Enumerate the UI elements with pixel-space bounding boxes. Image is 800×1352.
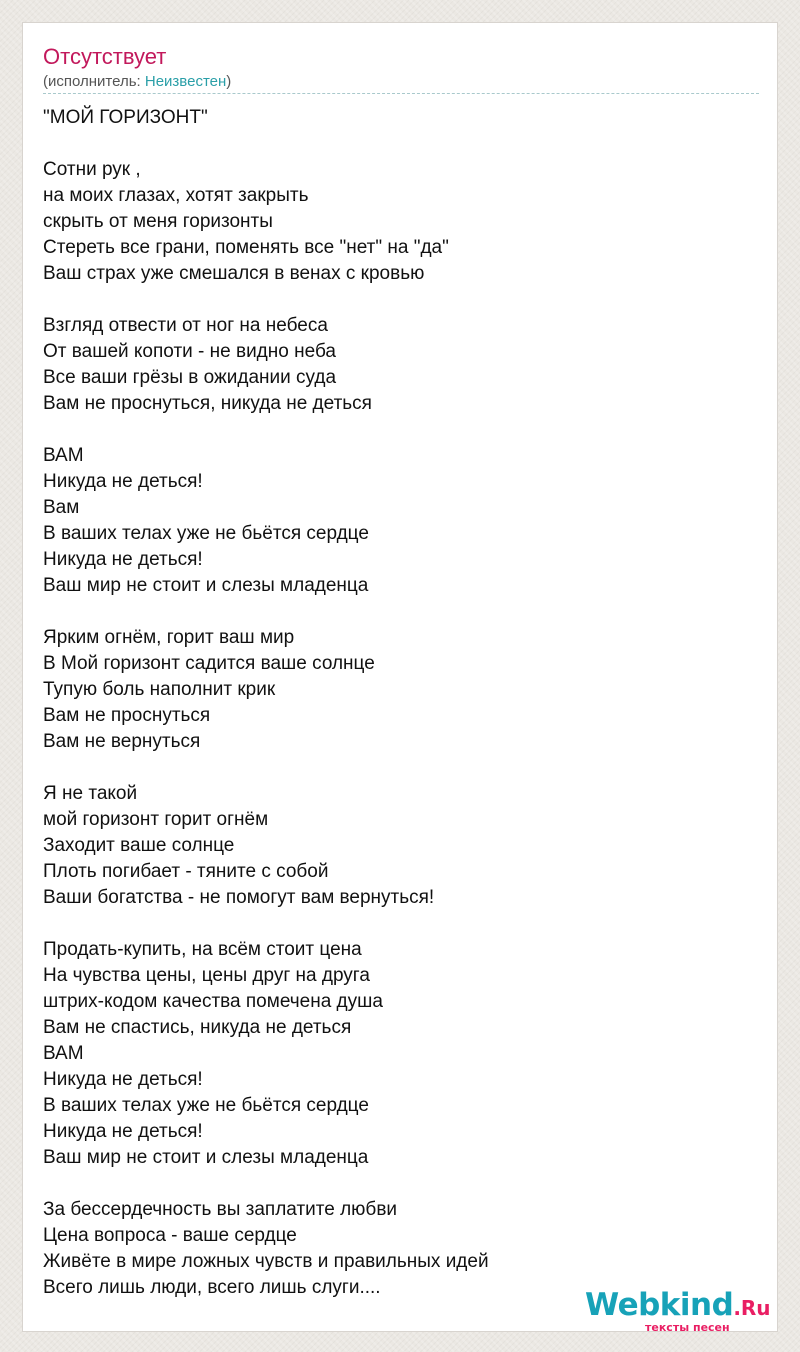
lyrics-card	[22, 22, 778, 1332]
lyric-line: От вашей копоти - не видно неба	[43, 341, 336, 362]
logo-tld: .Ru	[733, 1296, 771, 1320]
lyric-line: ВАМ	[43, 1043, 84, 1064]
lyric-line: Цена вопроса - ваше сердце	[43, 1225, 297, 1246]
artist-link[interactable]: Неизвестен	[144, 73, 227, 90]
lyric-line: Никуда не деться!	[43, 471, 203, 492]
song-title: Отсутствует	[43, 44, 167, 69]
lyric-line: Вам	[43, 497, 80, 518]
lyric-line: Всего лишь люди, всего лишь слуги....	[43, 1277, 381, 1298]
lyric-line: Вам не проснуться, никуда не деться	[43, 393, 372, 414]
stanza-break	[43, 287, 759, 313]
lyric-line: "МОЙ ГОРИЗОНТ"	[43, 107, 208, 128]
lyric-line: Ваш страх уже смешался в венах с кровью	[43, 263, 425, 284]
logo-word: Webkind	[585, 1287, 734, 1323]
stanza-break	[43, 755, 759, 781]
lyric-line: Ваши богатства - не помогут вам вернуться!	[43, 887, 435, 908]
stanza-break	[43, 417, 759, 443]
lyric-line: Никуда не деться!	[43, 1069, 203, 1090]
lyric-line: В Мой горизонт садится ваше солнце	[43, 653, 375, 674]
lyric-line: Плоть погибает - тяните с собой	[43, 861, 329, 882]
webkind-logo[interactable]	[585, 1285, 777, 1334]
lyric-line: Никуда не деться!	[43, 1121, 203, 1142]
lyric-line: скрыть от меня горизонты	[43, 211, 273, 232]
stanza-break	[43, 1171, 759, 1197]
lyric-line: В ваших телах уже не бьётся сердце	[43, 523, 369, 544]
lyric-line: В ваших телах уже не бьётся сердце	[43, 1095, 369, 1116]
lyric-line: Все ваши грёзы в ожидании суда	[43, 367, 337, 388]
lyric-line: на моих глазах, хотят закрыть	[43, 185, 309, 206]
lyric-line: Вам не вернуться	[43, 731, 201, 752]
lyric-line: Тупую боль наполнит крик	[43, 679, 276, 700]
lyric-line: мой горизонт горит огнём	[43, 809, 269, 830]
artist-line	[43, 73, 231, 91]
artist-prefix: (исполнитель:	[43, 73, 145, 90]
stanza-break	[43, 911, 759, 937]
lyric-line: штрих-кодом качества помечена душа	[43, 991, 383, 1012]
lyric-line: Ваш мир не стоит и слезы младенца	[43, 1147, 369, 1168]
lyric-line: ВАМ	[43, 445, 84, 466]
stanza-break	[43, 131, 759, 157]
lyric-line: Ярким огнём, горит ваш мир	[43, 627, 295, 648]
lyric-line: Живёте в мире ложных чувств и правильных идей	[43, 1251, 489, 1272]
lyric-line: Ваш мир не стоит и слезы младенца	[43, 575, 369, 596]
lyrics-text	[43, 105, 759, 1301]
lyric-line: Я не такой	[43, 783, 138, 804]
lyric-line: Никуда не деться!	[43, 549, 203, 570]
lyric-line: За бессердечность вы заплатите любви	[43, 1199, 398, 1220]
lyric-line: На чувства цены, цены друг на друга	[43, 965, 370, 986]
lyric-line: Взгляд отвести от ног на небеса	[43, 315, 328, 336]
stanza-break	[43, 599, 759, 625]
lyric-line: Заходит ваше солнце	[43, 835, 235, 856]
lyric-line: Вам не спастись, никуда не деться	[43, 1017, 352, 1038]
lyric-line: Продать-купить, на всём стоит цена	[43, 939, 362, 960]
lyric-line: Вам не проснуться	[43, 705, 211, 726]
artist-suffix: )	[226, 73, 232, 90]
lyric-line: Сотни рук ,	[43, 159, 141, 180]
divider	[43, 93, 759, 94]
lyric-line: Стереть все грани, поменять все "нет" на "да"	[43, 237, 449, 258]
logo-tagline: тексты песен	[645, 1321, 730, 1334]
